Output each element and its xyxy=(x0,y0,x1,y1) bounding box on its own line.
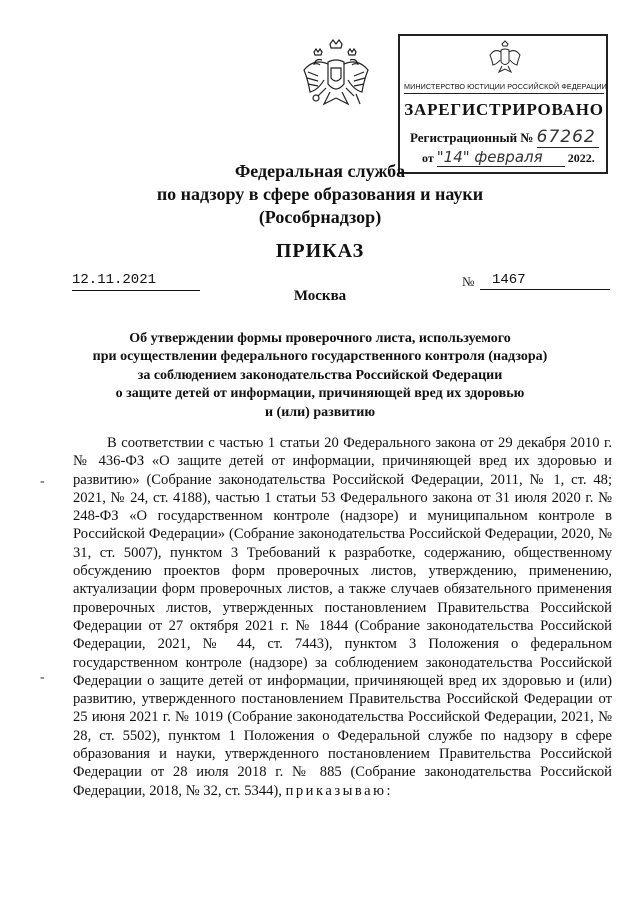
document-number: 1467 xyxy=(480,272,610,290)
document-number-sign: № xyxy=(462,274,475,289)
body-paragraph-text: В соответствии с частью 1 статьи 20 Федерального закона от 29 декабря 2010 г. № 436-ФЗ «О защите детей от информации, причиняющей вред их здоровью и развитию» (Собрание законодательства Российской Федерации, 2011, № 1, ст. 48; 2021, № 24, ст. 4188), частью 1 статьи 53 Федерального закона от 31 июля 2020 г. № 248-ФЗ «О государственном контроле (надзоре) и муниципальном контроле в Российской Федерации» (Собрание законодательства Российской Федерации, 2020, № 31, ст. 5007), пунктом 3 Требований к разработке, содержанию, общественному обсуждению проектов форм проверочных листов, утверждению, применению, актуализации форм проверочных листов, а также случаев обязательного применения проверочных листов, утвержденных постановлением Правительства Российской Федерации от 27 октября 2021 г. № 1844 (Собрание законодательства Российской Федерации, 2021, № 44, ст. 7443), пунктом 3 Положения о федеральном государственном контроле (надзоре) за соблюдением законодательства Российской Федерации о защите детей от информации, причиняющей вред их здоровью и (или) развитию, утвержденного постановлением Правительства Российской Федерации от 25 июня 2021 г. № 1019 (Собрание законодательства Российской Федерации, 2021, № 28, ст. 5502), пунктом 1 Положения о Федеральной службе по надзору в сфере образования и науки, утвержденного постановлением Правительства Российской Федерации от 28 июля 2018 г. № 885 (Собрание законодательства Российской Федерации, 2018, № 32, ст. 5344), xyxy=(73,435,612,799)
stamp-date-prefix: от xyxy=(422,151,434,165)
subject-line-1: Об утверждении формы проверочного листа, используемого xyxy=(129,331,511,346)
document-subject xyxy=(90,330,550,422)
coat-of-arms-emblem xyxy=(300,38,372,118)
subject-line-4: о защите детей от информации, причиняющей вред их здоровью xyxy=(115,386,525,402)
organization-line-3: (Рособрнадзор) xyxy=(258,207,382,227)
stamp-ministry-name: МИНИСТЕРСТВО ЮСТИЦИИ РОССИЙСКОЙ ФЕДЕРАЦИИ xyxy=(404,82,607,91)
stamp-registered-label: ЗАРЕГИСТРИРОВАНО xyxy=(404,100,604,119)
subject-line-3: за соблюдением законодательства Российской Федерации xyxy=(137,367,503,383)
body-closing-word: приказываю: xyxy=(285,782,394,799)
registration-stamp xyxy=(398,34,608,174)
margin-mark: - xyxy=(40,474,45,489)
subject-line-2: при осуществлении федерального государственного контроля (надзора) xyxy=(92,349,548,365)
organization-line-2: по надзору в сфере образования и науки xyxy=(156,184,484,204)
stamp-date-year: 2022. xyxy=(567,151,595,165)
margin-mark: - xyxy=(40,670,45,685)
stamp-registration-number: 67262 xyxy=(537,127,599,148)
document-body xyxy=(73,434,612,800)
stamp-date-value: "14" февраля xyxy=(437,148,565,167)
body-paragraph xyxy=(73,434,612,800)
document-city: Москва xyxy=(293,288,347,304)
double-headed-eagle-emblem-icon xyxy=(300,38,372,118)
double-headed-eagle-emblem-icon xyxy=(488,40,522,74)
stamp-divider xyxy=(404,93,604,94)
subject-line-5: и (или) развитию xyxy=(264,404,376,420)
organization-line-1: Федеральная служба xyxy=(234,161,406,181)
document-date: 12.11.2021 xyxy=(72,272,200,291)
stamp-registration-row xyxy=(410,127,599,148)
organization-header xyxy=(90,160,550,229)
stamp-registration-label: Регистрационный № xyxy=(410,130,534,145)
document-title: ПРИКАЗ xyxy=(275,240,365,262)
